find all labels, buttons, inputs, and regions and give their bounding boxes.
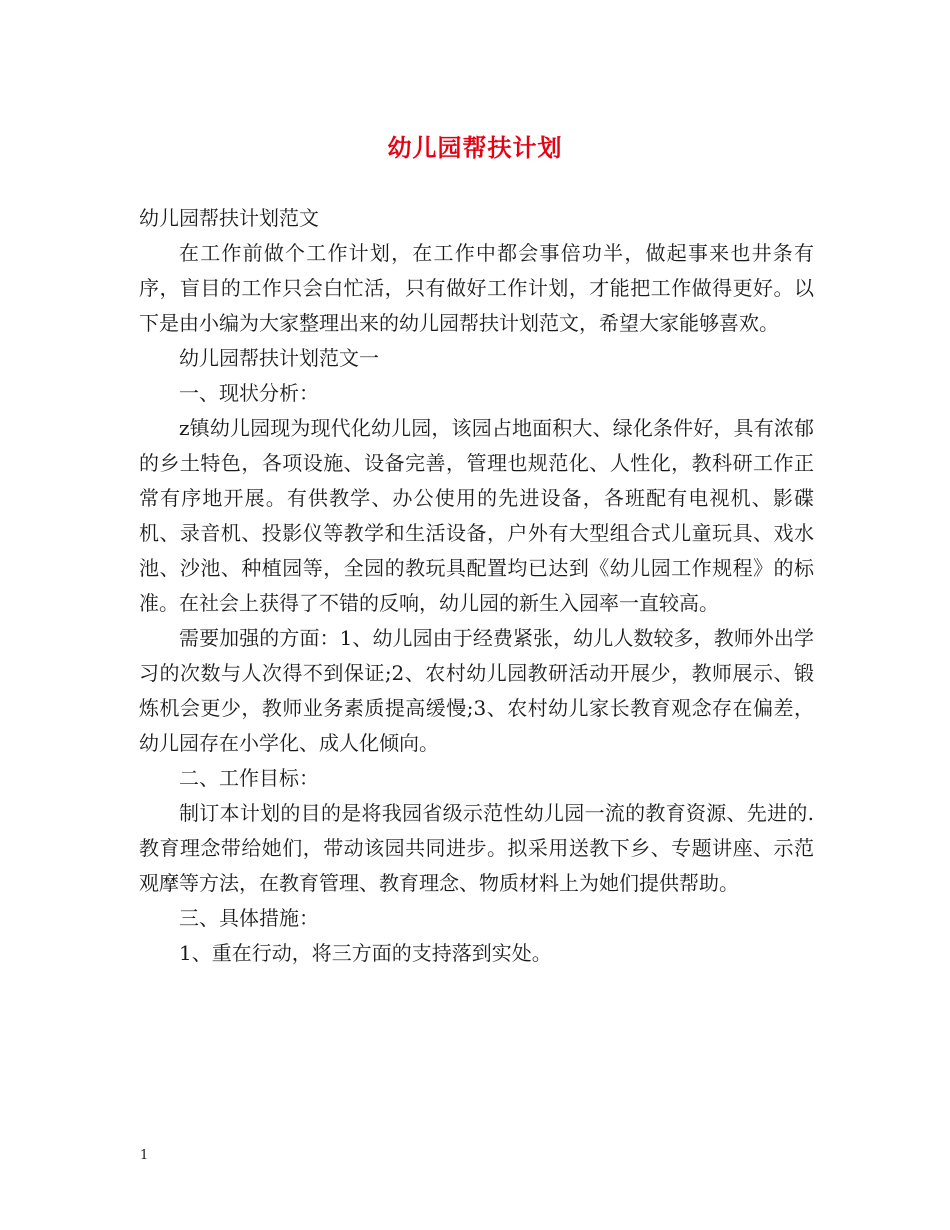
document-subtitle: 幼儿园帮扶计划范文	[139, 206, 319, 230]
document-title: 幼儿园帮扶计划	[387, 133, 563, 162]
paragraph-measure-one: 1、重在行动，将三方面的支持落到实处。	[179, 941, 552, 965]
section-heading-measures: 三、具体措施：	[179, 906, 319, 930]
section-heading-plan-one: 幼儿园帮扶计划范文一	[179, 346, 379, 370]
paragraph-intro: 在工作前做个工作计划，在工作中都会事倍功半，做起事来也井条有序，盲目的工作只会白忙活，只有做好工作计划，才能把工作做得更好。以下是由小编为大家整理出来的幼儿园帮扶计划范文，希望大家能够喜欢。	[139, 241, 814, 335]
section-heading-status-analysis: 一、现状分析：	[179, 381, 319, 405]
section-heading-work-goals: 二、工作目标：	[179, 766, 319, 790]
paragraph-goals: 制订本计划的目的是将我园省级示范性幼儿园一流的教育资源、先进的.教育理念带给她们，带动该园共同进步。拟采用送教下乡、专题讲座、示范观摩等方法，在教育管理、教育理念、物质材料上为她们提供帮助。	[139, 801, 814, 895]
document-body	[139, 201, 814, 971]
paragraph-improvements: 需要加强的方面：1、幼儿园由于经费紧张，幼儿人数较多，教师外出学习的次数与人次得不到保证;2、农村幼儿园教研活动开展少，教师展示、锻炼机会更少，教师业务素质提高缓慢;3、农村幼儿家长教育观念存在偏差，幼儿园存在小学化、成人化倾向。	[139, 626, 814, 755]
paragraph-status: z镇幼儿园现为现代化幼儿园，该园占地面积大、绿化条件好，具有浓郁的乡土特色，各项设施、设备完善，管理也规范化、人性化，教科研工作正常有序地开展。有供教学、办公使用的先进设备，各班配有电视机、影碟机、录音机、投影仪等教学和生活设备，户外有大型组合式儿童玩具、戏水池、沙池、种植园等，全园的教玩具配置均已达到《幼儿园工作规程》的标准。在社会上获得了不错的反响，幼儿园的新生入园率一直较高。	[139, 416, 814, 615]
page-number: 1	[140, 1148, 149, 1163]
